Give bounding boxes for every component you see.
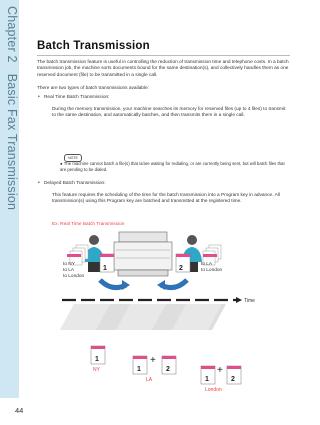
note-body: The machine cannot batch a file(s) that is/are waiting for redialing, or are currently being sent, but will batch files that are pending to be dialed. bbox=[60, 161, 285, 172]
batch-la-doc-1: 1 bbox=[137, 366, 141, 373]
time-label: Time bbox=[244, 298, 255, 304]
right-destination-list bbox=[201, 262, 222, 274]
document-1-number: 1 bbox=[103, 265, 107, 272]
section-label: Basic Fax Transmission bbox=[5, 73, 19, 211]
bullet2-text: This feature requires the scheduling of the time for the batch transmission into a Program key in advance. All transmission(s) using this Program key are batched and transmitted at the registered time. bbox=[52, 193, 280, 205]
batch-la-label: LA bbox=[146, 377, 153, 383]
note-bullet: ● bbox=[60, 161, 64, 166]
bullet-dot: • bbox=[38, 94, 40, 100]
bullet1-text: During the memory transmission, your machine searches its memory for reserved files (up to 4 files) to transmit to the same destination, and automatically batches, and then transmits them in a single call. bbox=[52, 107, 286, 119]
left-destination: to London bbox=[63, 274, 85, 279]
document-2-number: 2 bbox=[179, 265, 183, 272]
note-badge: NOTE bbox=[64, 154, 82, 162]
batch-la-doc-2: 2 bbox=[166, 366, 170, 373]
left-destination: to NY bbox=[63, 262, 75, 267]
right-destination: to LA bbox=[201, 262, 213, 267]
batch-london-plus: + bbox=[217, 365, 223, 376]
batch-la-plus: + bbox=[150, 355, 156, 366]
timeline-arrow bbox=[62, 297, 242, 303]
bullet2-label: Delayed Batch Transmission: bbox=[44, 181, 106, 186]
figure-caption: Ex. Real Time Batch Transmission bbox=[52, 222, 125, 227]
batch-ny-label: NY bbox=[93, 367, 100, 373]
page-title: Batch Transmission bbox=[37, 40, 150, 52]
batch-london-label: London bbox=[205, 387, 222, 393]
left-destination-list bbox=[63, 262, 84, 280]
bullet-dot: • bbox=[38, 180, 40, 186]
multifunction-printer-icon bbox=[114, 232, 172, 276]
page-number: 44 bbox=[15, 406, 24, 415]
right-destination: to London bbox=[201, 268, 223, 273]
types-intro: There are two types of batch transmissions available: bbox=[37, 86, 149, 91]
left-destination: to LA bbox=[63, 268, 75, 273]
batch-london-doc-1: 1 bbox=[205, 376, 209, 383]
batch-ny-doc-1: 1 bbox=[95, 356, 99, 363]
intro-paragraph: The batch transmission feature is useful in controlling the reduction of transmission time and telephone costs. In a batch transmission job, the machine sorts documents bound for the same destination(s), and collectively handles them as one reserved document (file) to be transmitted in a single call. bbox=[37, 60, 289, 78]
batch-london-doc-2: 2 bbox=[231, 376, 235, 383]
chapter-label: Chapter 2 bbox=[5, 6, 19, 63]
bullet1-label: Real Time Batch Transmission: bbox=[44, 95, 110, 100]
